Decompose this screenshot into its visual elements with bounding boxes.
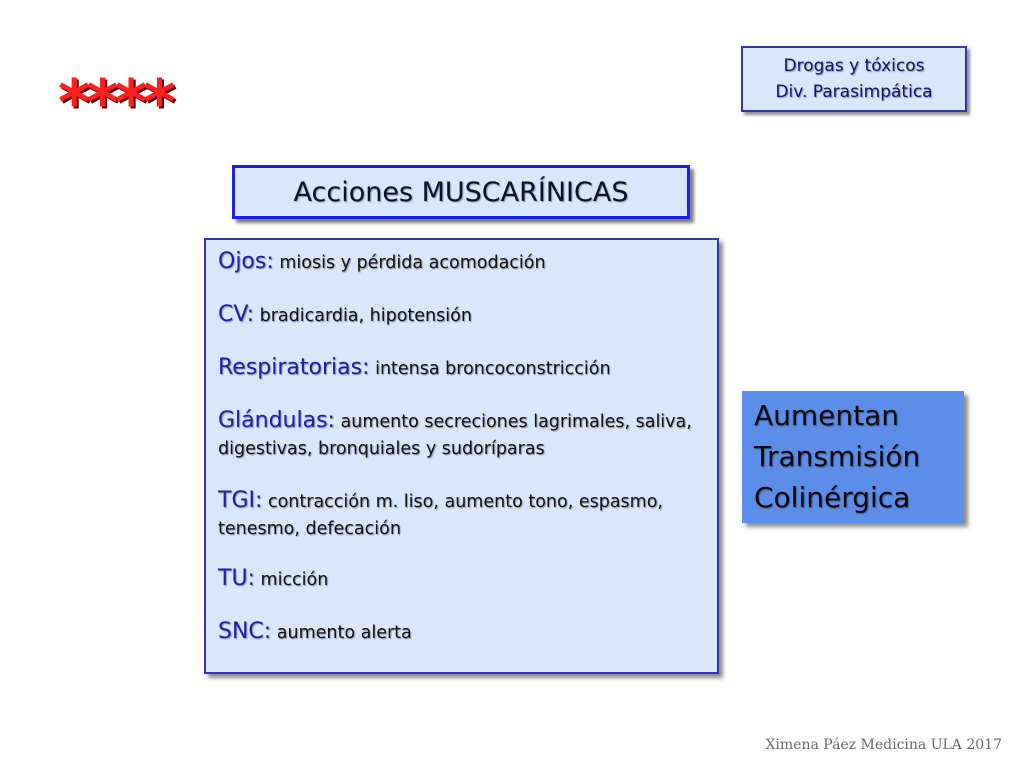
actions-list — [204, 238, 719, 674]
item-desc: bradicardia, hipotensión — [259, 306, 472, 326]
item-desc: contracción m. liso, aumento tono, espasmo, tenesmo, defecación — [218, 492, 663, 539]
slide-title: Acciones MUSCARÍNICAS — [293, 176, 629, 208]
topic-tag-line1: Drogas y tóxicos — [783, 56, 925, 76]
footer-credit: Ximena Páez Medicina ULA 2017 — [765, 737, 1002, 753]
conclusion-line1: Aumentan — [754, 399, 900, 432]
item-term: TU: — [218, 566, 255, 591]
list-item-tgi — [218, 487, 707, 543]
list-item-tu — [218, 565, 707, 594]
topic-tag — [741, 46, 967, 112]
item-term: SNC: — [218, 619, 272, 644]
item-desc: intensa broncoconstricción — [375, 359, 611, 379]
topic-tag-line2: Div. Parasimpática — [775, 82, 933, 102]
list-item-snc — [218, 618, 707, 647]
conclusion-line2: Transmisión — [754, 440, 921, 473]
list-item-cv — [218, 301, 707, 330]
item-term: TGI: — [218, 488, 263, 513]
list-item-ojos — [218, 248, 707, 277]
conclusion-line3: Colinérgica — [754, 481, 911, 514]
item-term: Ojos: — [218, 249, 274, 274]
item-desc: aumento secreciones lagrimales, saliva, digestivas, bronquiales y sudoríparas — [218, 412, 692, 459]
list-item-glandulas — [218, 407, 707, 463]
item-desc: micción — [260, 570, 329, 590]
slide-title-box — [232, 165, 690, 219]
importance-stars: **** — [58, 66, 172, 139]
conclusion-box — [742, 391, 964, 523]
item-term: CV: — [218, 302, 255, 327]
item-term: Glándulas: — [218, 408, 335, 433]
list-item-respiratorias — [218, 354, 707, 383]
item-term: Respiratorias: — [218, 355, 370, 380]
item-desc: aumento alerta — [276, 623, 412, 643]
item-desc: miosis y pérdida acomodación — [279, 253, 546, 273]
